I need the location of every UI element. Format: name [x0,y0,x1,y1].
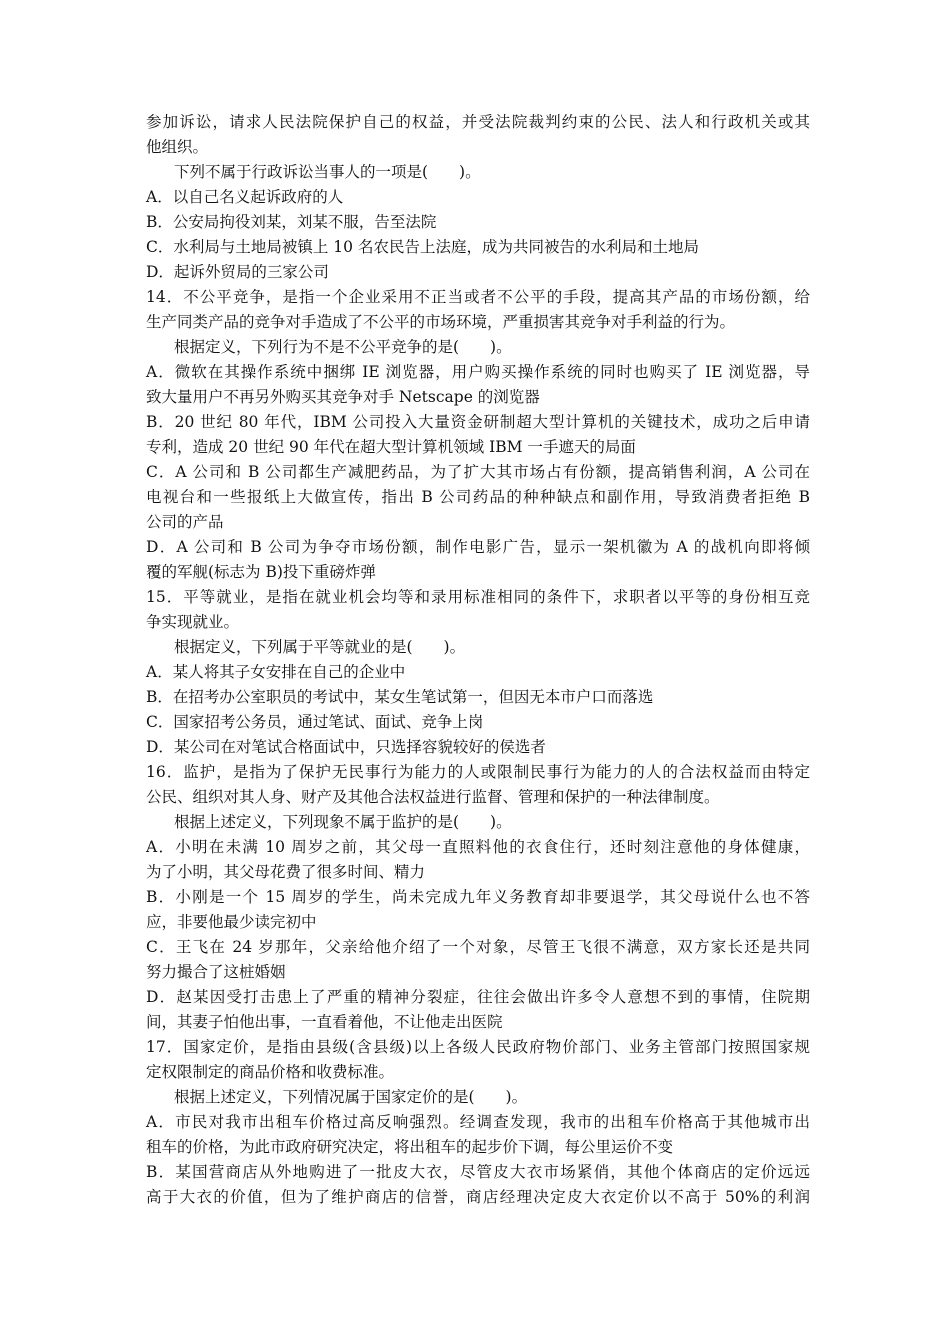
text-line: B．在招考办公室职员的考试中，某女生笔试第一，但因无本市户口而落选 [146,688,654,706]
text-line: 高于大衣的价值，但为了维护商店的信誉，商店经理决定皮大衣定价以不高于 50%的利润 [146,1188,810,1206]
text-line: 电视台和一些报纸上大做宣传，指出 B 公司药品的种种缺点和副作用，导致消费者拒绝 B [146,488,810,506]
text-line: 15．平等就业，是指在就业机会均等和录用标准相同的条件下，求职者以平等的身份相互竞 [146,588,810,606]
text-line: C．王飞在 24 岁那年，父亲给他介绍了一个对象，尽管王飞很不满意，双方家长还是共同 [146,938,810,956]
text-line: 定权限制定的商品价格和收费标准。 [146,1063,395,1081]
text-line: 根据定义，下列行为不是不公平竞争的是( )。 [174,338,512,356]
text-line: B．公安局拘役刘某，刘某不服，告至法院 [146,213,437,231]
text-line: A．微软在其操作系统中捆绑 IE 浏览器，用户购买操作系统的同时也购买了 IE 浏览器，导 [146,363,810,381]
text-line: D．起诉外贸局的三家公司 [146,263,329,281]
text-line: C．水利局与土地局被镇上 10 名农民告上法庭，成为共同被告的水利局和土地局 [146,238,699,256]
text-line: C．A 公司和 B 公司都生产减肥药品，为了扩大其市场占有份额，提高销售利润，A 公司在 [146,463,810,481]
text-line: B．某国营商店从外地购进了一批皮大衣，尽管皮大衣市场紧俏，其他个体商店的定价远远 [146,1163,810,1181]
text-line: 根据上述定义，下列情况属于国家定价的是( )。 [174,1088,528,1106]
text-line: 17．国家定价，是指由县级(含县级)以上各级人民政府物价部门、业务主管部门按照国家规 [146,1038,810,1056]
text-line: B．小刚是一个 15 周岁的学生，尚未完成九年义务教育却非要退学，其父母说什么也不答 [146,888,810,906]
text-line: 租车的价格，为此市政府研究决定，将出租车的起步价下调，每公里运价不变 [146,1138,674,1156]
text-line: 应，非要他最少读完初中 [146,913,317,931]
text-line: 14．不公平竞争，是指一个企业采用不正当或者不公平的手段，提高其产品的市场份额，给 [146,288,810,306]
text-line: B．20 世纪 80 年代，IBM 公司投入大量资金研制超大型计算机的关键技术，成功之后申请 [146,413,810,431]
text-line: 公司的产品 [146,513,224,531]
text-line: D．某公司在对笔试合格面试中，只选择容貌较好的侯选者 [146,738,546,756]
text-line: A．市民对我市出租车价格过高反响强烈。经调查发现，我市的出租车价格高于其他城市出 [146,1113,810,1131]
text-line: 根据上述定义，下列现象不属于监护的是( )。 [174,813,512,831]
text-line: 努力撮合了这桩婚姻 [146,963,286,981]
document-page [146,110,810,1210]
text-line: C．国家招考公务员，通过笔试、面试、竞争上岗 [146,713,484,731]
text-line: 争实现就业。 [146,613,240,631]
text-line: 参加诉讼，请求人民法院保护自己的权益，并受法院裁判约束的公民、法人和行政机关或其 [146,113,810,131]
text-line: 间，其妻子怕他出事，一直看着他，不让他走出医院 [146,1013,503,1031]
text-line: 公民、组织对其人身、财产及其他合法权益进行监督、管理和保护的一种法律制度。 [146,788,720,806]
text-line: 致大量用户不再另外购买其竞争对手 Netscape 的浏览器 [146,388,540,406]
text-line: 16．监护，是指为了保护无民事行为能力的人或限制民事行为能力的人的合法权益而由特定 [146,763,810,781]
text-line: A．小明在未满 10 周岁之前，其父母一直照料他的衣食住行，还时刻注意他的身体健康， [146,838,810,856]
text-line: A．某人将其子女安排在自己的企业中 [146,663,406,681]
text-line: 根据定义，下列属于平等就业的是( )。 [174,638,466,656]
text-line: 下列不属于行政诉讼当事人的一项是( )。 [174,163,481,181]
text-line: 专利，造成 20 世纪 90 年代在超大型计算机领域 IBM 一手遮天的局面 [146,438,636,456]
text-line: 生产同类产品的竞争对手造成了不公平的市场环境，严重损害其竞争对手利益的行为。 [146,313,736,331]
text-line: 覆的军舰(标志为 B)投下重磅炸弹 [146,563,376,581]
text-line: A．以自己名义起诉政府的人 [146,188,344,206]
text-line: D．赵某因受打击患上了严重的精神分裂症，往往会做出许多令人意想不到的事情，住院期 [146,988,810,1006]
text-line: D．A 公司和 B 公司为争夺市场份额，制作电影广告，显示一架机徽为 A 的战机向即将倾 [146,538,810,556]
text-line: 他组织。 [146,138,209,156]
text-line: 为了小明，其父母花费了很多时间、精力 [146,863,426,881]
